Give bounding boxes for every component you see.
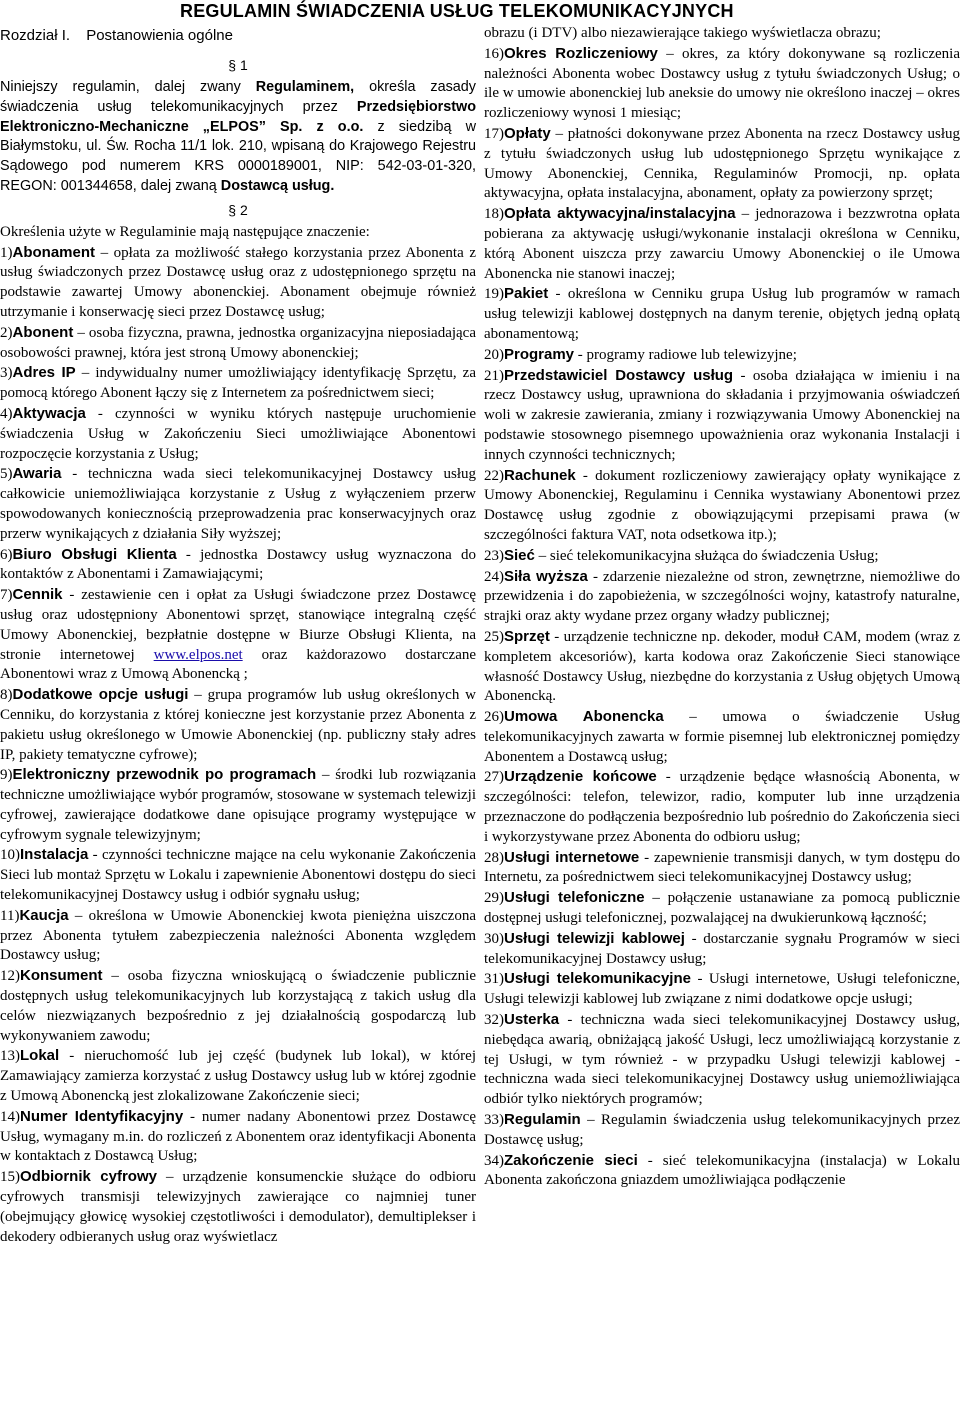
definition-item: 22)Rachunek - dokument rozliczeniowy zawierający opłaty wynikające z Umowy Abonenckiej, Regulaminu i Cennika wystawiany Abonentowi przez Dostawcę usług zgodnie z obowiązującymi przepisami prawa (w szczególności faktura VAT, nota odsetkowa itp.); [484, 466, 960, 543]
definition-item: 25)Sprzęt - urządzenie techniczne np. dekoder, moduł CAM, modem (wraz z kompletem akcesoriów), karta kodowa oraz Zakończenie Sieci stanowiące własność Dostawcy Usług, niezbędne do korzystania z Usług objętych Umową Abonencką. [484, 627, 960, 705]
intro-paragraph: Niniejszy regulamin, dalej zwany Regulaminem, określa zasady świadczenia usług telekomunikacyjnych przez Przedsiębiorstwo Elektroniczno-Mechaniczne „ELPOS” Sp. z o.o. z siedzibą w Białymstoku, ul. Św. Rocha 11/1 lok. 210, wpisaną do Krajowego Rejestru Sądowego pod numerem KRS 0000189001, NIP: 542-03-01-320, REGON: 001344658, dalej zwaną Dostawcą usług. [0, 79, 477, 194]
definition-item: 17)Opłaty – płatności dokonywane przez Abonenta na rzecz Dostawcy usług z tytułu świadczonych usług lub udostępnionego Sprzętu wynikające z Umowy Abonenckiej, Cennika, Regulaminów Promocji, np. opłata aktywacyjna, opłata instalacyjna, abonament, opłaty za powierzony sprzęt; [484, 124, 960, 202]
definition-item: 31)Usługi telekomunikacyjne - Usługi internetowe, Usługi telefoniczne, Usługi telewizji kablowej lub związane z nimi dodatkowe opcje usługi; [484, 970, 960, 1008]
definition-item: 30)Usługi telewizji kablowej - dostarczanie sygnału Programów w sieci telekomunikacyjnej Dostawcy usług; [484, 929, 960, 967]
definition-item: 8)Dodatkowe opcje usługi – grupa programów lub usług określonych w Cenniku, do korzystania z której konieczne jest korzystanie przez Abonenta z pakietu usług określonego w Umowie Abonenckiej (np. publiczny stały adres IP, pakiety tematyczne cyfrowe); [0, 686, 477, 763]
definition-item: 20)Programy - programy radiowe lub telewizyjne; [484, 345, 797, 363]
website-link[interactable]: www.elpos.net [153, 646, 243, 663]
definition-item: 18)Opłata aktywacyjna/instalacyjna – jednorazowa i bezzwrotna opłata pobierana za aktywację usługi/wykonanie instalacji określona w Cenniku, którą Abonent uiszcza przy zawarciu Umowy Abonenckiej o ile Umowa Abonencka nie stanowi inaczej; [484, 205, 960, 282]
definition-item: 26)Umowa Abonencka – umowa o świadczenie Usług telekomunikacyjnych zawarta w formie pisemnej lub elektronicznej pomiędzy Abonentem a Dostawcą usług; [484, 708, 960, 765]
definition-item: 10)Instalacja - czynności techniczne mające na celu wykonanie Zakończenia Sieci lub montaż Sprzętu w Lokalu i zapewnienie Abonentowi dostępu do sieci telekomunikacyjnej Dostawcy usług i odbiór sygnału usług; [0, 846, 476, 904]
section-2-heading: § 2 [228, 201, 248, 218]
definition-item: 15)Odbiornik cyfrowy – urządzenie konsumenckie służące do odbioru cyfrowych transmisji telewizyjnych zawierające co najmniej tuner (obejmujący głowicę wysokiej częstotliwości i demodulator), demultiplekser i dekodery odbieranych usług oraz wyświetlacz [0, 1168, 476, 1245]
definition-item: 5)Awaria - techniczna wada sieci telekomunikacyjnej Dostawcy usług całkowicie uniemożliwiająca korzystanie z Usług z wyłączeniem przerw spowodowanych koniecznością przeprowadzenia prac konserwacyjnych oraz przerw wynikających z działania Siły wyższej; [0, 465, 476, 542]
definition-item: 32)Usterka - techniczna wada sieci telekomunikacyjnej Dostawcy usług, niebędąca awarią, obniżającą jakość Usługi, lecz umożliwiającą korzystanie z tej Usługi, w tym również - w przypadku Usługi telewizji kablowej - techniczna wada sieci telekomunikacyjnej Dostawcy usług uniemożliwiająca odbiór tylko niektórych programów; [484, 1011, 960, 1108]
definition-item: 11)Kaucja – określona w Umowie Abonenckiej kwota pieniężna uiszczona przez Abonenta tytułem zabezpieczenia należności Abonenta względem Dostawcy usług; [0, 906, 476, 964]
definition-item: 14)Numer Identyfikacyjny - numer nadany Abonentowi przez Dostawcę Usług, wymagany m.in. do rozliczeń z Abonentem oraz identyfikacji Abonenta w kontaktach z Dostawcą Usług; [0, 1107, 476, 1165]
definition-item: 24)Siła wyższa - zdarzenie niezależne od stron, zewnętrzne, niemożliwe do przewidzenia i do zapobieżenia, w szczególności wojny, katastrofy naturalne, strajki oraz akty wydane przez organy władzy publicznej; [484, 567, 960, 625]
definition-item: 7)Cennik - zestawienie cen i opłat za Usługi świadczone przez Dostawcę usług oraz udostępniony Abonentowi sprzęt, stanowiące integralną część Umowy Abonenckiej, bezpłatnie dostępne w Biurze Obsługi Klienta, na stronie internetowej www.elpos.net oraz każdorazowo dostarczane Abonentowi wraz z Umową Abonencką ; [0, 586, 477, 683]
definition-item: 21)Przedstawiciel Dostawcy usług - osoba działająca w imieniu i na rzecz Dostawcy usług, uprawniona do składania i przyjmowania oświadczeń woli w zakresie zawierania, zmiany i rozwiązywania Umowy Abonenckiej na podstawie stosownego pisemnego upoważnienia oraz wykonania Instalacji i innych czynności technicznych; [484, 366, 960, 463]
continued-text: obrazu (i DTV) albo niezawierające takiego wyświetlacza obrazu; [484, 25, 881, 41]
definition-item: 9)Elektroniczny przewodnik po programach – środki lub rozwiązania techniczne umożliwiające wybór programów, stosowane w systemach telewizji cyfrowej, zawierające dodatkowe dane opisujące programy występujące w cyfrowym sygnale telewizyjnym; [0, 766, 477, 843]
definition-item: 27)Urządzenie końcowe - urządzenie będące własnością Abonenta, w szczególności: telefon, telewizor, radio, komputer lub inne urządzenia przeznaczone do podłączenia bezpośrednio lub pośrednio do Zakończenia sieci i wykorzystywane przez Abonenta do odbioru usług; [484, 768, 960, 845]
document-title: REGULAMIN ŚWIADCZENIA USŁUG TELEKOMUNIKACYJNYCH [180, 1, 734, 21]
definition-item: 6)Biuro Obsługi Klienta - jednostka Dostawcy usług wyznaczona do kontaktów z Abonentami i Zamawiającymi; [0, 545, 476, 583]
definition-item: 29)Usługi telefoniczne – połączenie ustanawiane za pomocą publicznie dostępnej usługi telefonicznej, pozwalającej na dwukierunkową łączność; [484, 889, 960, 927]
definition-item: 2)Abonent – osoba fizyczna, prawna, jednostka organizacyjna nieposiadająca osobowości prawnej, która jest stroną Umowy abonenckiej; [0, 323, 476, 361]
chapter-number: Rozdział I. [0, 27, 71, 44]
section-2-intro: Określenia użyte w Regulaminie mają następujące znaczenie: [0, 223, 370, 240]
definition-item: 12)Konsument – osoba fizyczna wnioskującą o świadczenie publicznie dostępnych usług telekomunikacyjnych lub korzystającą z takich usług dla celów niezwiązanych bezpośrednio z jej działalnością gospodarczą lub wykonywaniem zawodu; [0, 967, 476, 1044]
definition-item: 23)Sieć – sieć telekomunikacyjna służąca do świadczenia Usług; [484, 546, 879, 564]
right-column [484, 24, 960, 1191]
left-column [0, 24, 476, 1247]
definition-item: 19)Pakiet - określona w Cenniku grupa Usług lub programów w ramach usług telewizji kablowej dostępnych na danym terenie, objętych jedną opłatą abonamentową; [484, 285, 960, 342]
section-1-heading: § 1 [228, 57, 248, 73]
definition-item: 16)Okres Rozliczeniowy – okres, za który dokonywane są rozliczenia należności Abonenta wobec Dostawcy usług z tytułu świadczonych Usług; o ile w umowie abonenckiej lub aneksie do umowy nie określono inaczej – okres rozliczeniowy wynosi 1 miesiąc; [484, 44, 960, 122]
definition-item: 13)Lokal - nieruchomość lub jej część (budynek lub lokal), w której Zamawiający zamierza korzystać z usług Dostawcy usług lub w której zgodnie z Umową Abonencką jest zlokalizowane Zakończenie sieci; [0, 1047, 476, 1105]
definition-item: 1)Abonament – opłata za możliwość stałego korzystania przez Abonenta z usług świadczonych przez Dostawcę usług oraz z udostępnionego sprzętu na podstawie zawartej Umowy abonenckiej. Abonament obejmuje również utrzymanie i konserwację sieci przez Dostawcę usług; [0, 243, 476, 320]
definition-item: 3)Adres IP – indywidualny numer umożliwiający identyfikację Sprzętu, za pomocą którego Abonent łączy się z Internetem za pośrednictwem sieci; [0, 364, 477, 402]
definition-item: 28)Usługi internetowe - zapewnienie transmisji danych, w tym dostępu do Internetu, za pośrednictwem sieci telekomunikacyjnej Dostawcy usług; [484, 848, 960, 886]
chapter-name: Postanowienia ogólne [86, 27, 233, 44]
definition-item: 33)Regulamin – Regulamin świadczenia usług telekomunikacyjnych przez Dostawcę usług; [484, 1111, 960, 1148]
definition-item: 4)Aktywacja - czynności w wyniku których następuje uruchomienie świadczenia Usług w Zakończeniu Sieci umożliwiające Abonentowi rozpoczęcie korzystania z Usług; [0, 404, 476, 462]
definition-item: 34)Zakończenie sieci - sieć telekomunikacyjna (instalacja) w Lokalu Abonenta zakończona gniazdem umożliwiająca podłączenie [484, 1151, 960, 1189]
chapter-heading [0, 24, 476, 52]
